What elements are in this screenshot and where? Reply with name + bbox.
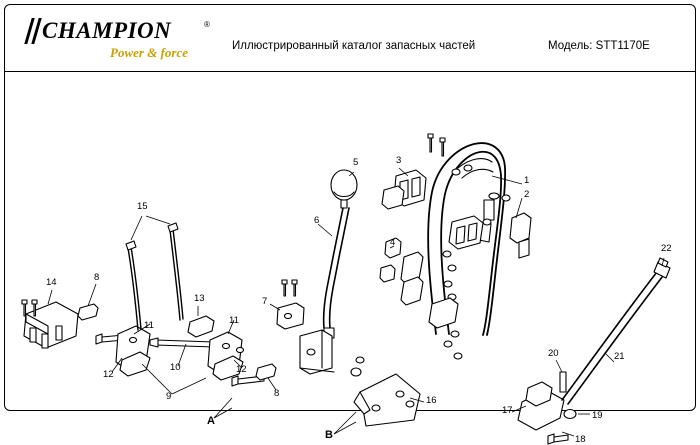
callout-group-a: A <box>207 415 215 427</box>
callout-17: 17 <box>502 405 513 416</box>
callout-8-right: 8 <box>274 388 280 399</box>
callout-13: 13 <box>194 293 205 304</box>
page-header <box>0 0 700 72</box>
callout-12-left: 12 <box>103 369 114 380</box>
parts-diagram-svg <box>0 72 700 415</box>
callout-8-left: 8 <box>94 272 100 283</box>
callout-18: 18 <box>575 434 586 445</box>
callout-3: 3 <box>396 155 402 166</box>
callout-15: 15 <box>137 201 148 212</box>
callout-11-left: 11 <box>144 320 154 331</box>
callout-group-b: B <box>325 429 333 441</box>
callout-22: 22 <box>661 243 672 254</box>
logo-registered-icon: ® <box>204 20 210 29</box>
callout-6: 6 <box>314 215 320 226</box>
callout-14: 14 <box>46 277 57 288</box>
callout-5: 5 <box>353 157 359 168</box>
logo-wordmark: CHAMPION <box>42 18 172 43</box>
callout-20: 20 <box>548 348 559 359</box>
callout-11-right: 11 <box>229 315 239 326</box>
callout-1: 1 <box>524 175 530 186</box>
parts-diagram <box>0 72 700 445</box>
page-title: Иллюстрированный каталог запасных частей <box>232 40 476 52</box>
callout-16: 16 <box>426 395 437 406</box>
callout-10: 10 <box>170 362 181 373</box>
callout-2: 2 <box>524 189 530 200</box>
brand-logo <box>26 18 216 62</box>
logo-tagline: Power & force <box>110 45 188 60</box>
callout-4: 4 <box>390 237 396 248</box>
model-label: Модель: STT1170E <box>548 40 650 52</box>
callout-7: 7 <box>262 296 268 307</box>
callout-9: 9 <box>166 391 172 402</box>
callout-12-right: 12 <box>236 364 247 375</box>
callout-21: 21 <box>614 351 625 362</box>
callout-19: 19 <box>592 410 603 421</box>
